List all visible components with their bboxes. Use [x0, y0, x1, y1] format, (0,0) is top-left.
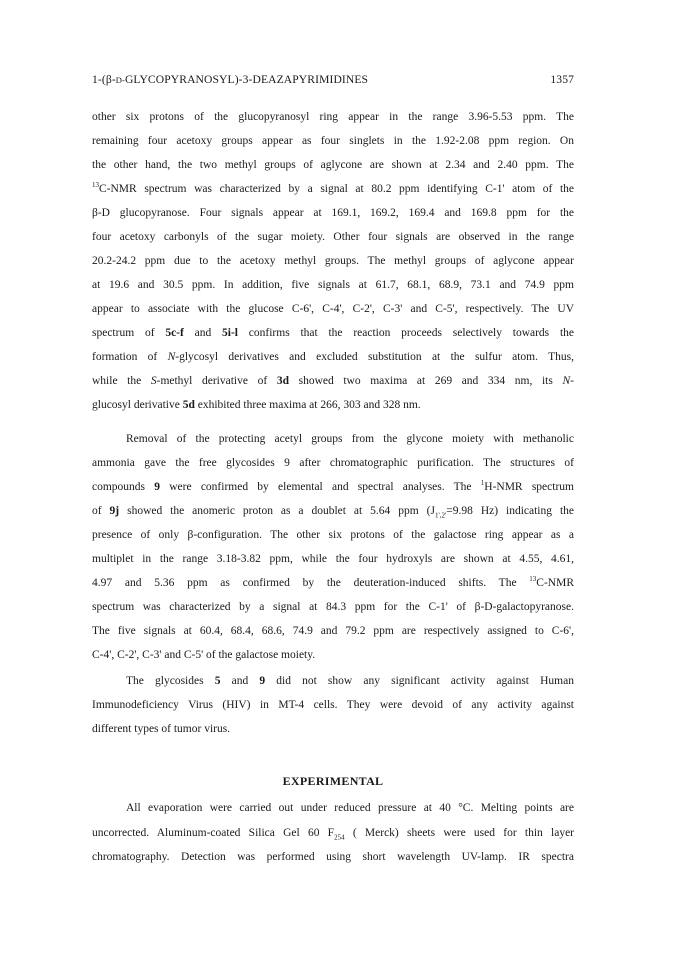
text-line: β-D glucopyranose. Four signals appear at 169.1, 169.2, 169.4 and 169.8 ppm for the	[92, 207, 574, 219]
text-span: showed two maxima at 269 and 334 nm, its	[288, 375, 563, 387]
compound-ref: 5d	[182, 399, 195, 411]
compound-ref: 5	[214, 675, 221, 687]
text-line	[92, 374, 574, 388]
text-span: showed the anomeric proton as a doublet at 5.64 ppm (J	[119, 505, 435, 517]
compound-ref: 5c-f	[165, 327, 184, 339]
text-line	[92, 326, 574, 340]
running-title	[92, 73, 368, 86]
text-line: spectrum was characterized by a signal at 84.3 ppm for the C-1' of β-D-galactopyranose.	[92, 601, 574, 613]
text-span: compounds	[92, 481, 155, 493]
subscript: 254	[334, 833, 345, 842]
text-span: H-NMR spectrum	[484, 481, 574, 493]
text-line: presence of only β-configuration. The other six protons of the galactose ring appear as a	[92, 529, 574, 541]
compound-ref: 9	[259, 675, 266, 687]
text-span: of	[92, 505, 110, 517]
text-line: other six protons of the glucopyranosyl ring appear in the range 3.96-5.53 ppm. The	[92, 111, 574, 123]
title-part-b: GLYCOPYRANOSYL)-3-DEAZAPYRIMIDINES	[124, 73, 369, 86]
superscript: 13	[92, 181, 99, 190]
compound-ref: 3d	[276, 375, 289, 387]
text-span: -	[570, 375, 574, 387]
text-span: and	[220, 675, 260, 687]
text-span: confirms that the reaction proceeds selectively towards the	[238, 327, 574, 339]
text-line: remaining four acetoxy groups appear as four singlets in the 1.92-2.08 ppm region. On	[92, 135, 574, 147]
text-line: multiplet in the range 3.18-3.82 ppm, while the four hydroxyls are shown at 4.55, 4.61,	[92, 553, 574, 565]
title-part-a: 1-(β-	[92, 73, 116, 86]
text-span: C-NMR	[536, 577, 574, 589]
text-line	[92, 350, 574, 364]
text-line: Immunodeficiency Virus (HIV) in MT-4 cells. They were devoid of any activity against	[92, 699, 574, 711]
text-span: while the	[92, 375, 151, 387]
compound-ref: 9	[154, 481, 161, 493]
italic-text: S	[150, 375, 157, 387]
text-span: C-NMR spectrum was characterized by a signal at 80.2 ppm identifying C-1' atom of the	[99, 183, 574, 195]
text-line: chromatography. Detection was performed using short wavelength UV-lamp. IR spectra	[92, 851, 574, 863]
text-line	[92, 182, 574, 196]
text-line: All evaporation were carried out under reduced pressure at 40 °C. Melting points are	[126, 802, 574, 814]
text-span: -glycosyl derivatives and excluded substitution at the sulfur atom. Thus,	[175, 351, 574, 363]
italic-text: N	[167, 351, 176, 363]
text-line: 20.2-24.2 ppm due to the acetoxy methyl groups. The methyl groups of aglycone appear	[92, 255, 574, 267]
superscript: 13	[529, 575, 537, 584]
text-line: appear to associate with the glucose C-6', C-4', C-2', C-3' and C-5', respectively. The UV	[92, 303, 574, 315]
title-smallcaps: D-	[115, 75, 125, 85]
text-span: and	[183, 327, 223, 339]
text-span: exhibited three maxima at 266, 303 and 328 nm.	[194, 399, 421, 411]
text-line: the other hand, the two methyl groups of aglycone are shown at 2.34 and 2.40 ppm. The	[92, 159, 574, 171]
text-span: =9.98 Hz) indicating the	[446, 505, 574, 517]
text-line	[92, 576, 574, 590]
text-line: at 19.6 and 30.5 ppm. In addition, five signals at 61.7, 68.1, 68.9, 73.1 and 74.9 ppm	[92, 279, 574, 291]
compound-ref: 9j	[109, 505, 120, 517]
subscript: 1',2'	[434, 511, 447, 520]
text-line	[92, 504, 574, 518]
text-line	[126, 674, 574, 688]
text-span: 4.97 and 5.36 ppm as confirmed by the deuteration-induced shifts. The	[92, 577, 530, 589]
italic-text: N	[562, 375, 571, 387]
page-number: 1357	[550, 73, 574, 86]
section-heading: EXPERIMENTAL	[282, 774, 384, 788]
text-line: ammonia gave the free glycosides 9 after chromatographic purification. The structures of	[92, 457, 574, 469]
text-span: glucosyl derivative	[92, 399, 183, 411]
text-span: -methyl derivative of	[156, 375, 277, 387]
text-line: four acetoxy carbonyls of the sugar moiety. Other four signals are observed in the range	[92, 231, 574, 243]
text-line: The five signals at 60.4, 68.4, 68.6, 74.9 and 79.2 ppm are respectively assigned to C-6',	[92, 625, 574, 637]
compound-ref: 5i-l	[222, 327, 238, 339]
text-span: formation of	[92, 351, 168, 363]
text-line	[92, 398, 574, 412]
text-line: Removal of the protecting acetyl groups from the glycone moiety with methanolic	[126, 433, 574, 445]
text-span: did not show any significant activity against Human	[265, 675, 574, 687]
text-line	[92, 480, 574, 494]
text-span: The glycosides	[126, 675, 215, 687]
text-line: different types of tumor virus.	[92, 723, 231, 735]
superscript: 1	[480, 479, 485, 488]
text-span: were confirmed by elemental and spectral analyses. The	[160, 481, 481, 493]
text-line: C-4', C-2', C-3' and C-5' of the galactose moiety.	[92, 649, 316, 661]
text-span: spectrum of	[92, 327, 166, 339]
text-span: uncorrected. Aluminum-coated Silica Gel 60 F	[92, 827, 335, 839]
text-line	[92, 826, 574, 840]
text-span: ( Merck) sheets were used for thin layer	[344, 827, 575, 839]
